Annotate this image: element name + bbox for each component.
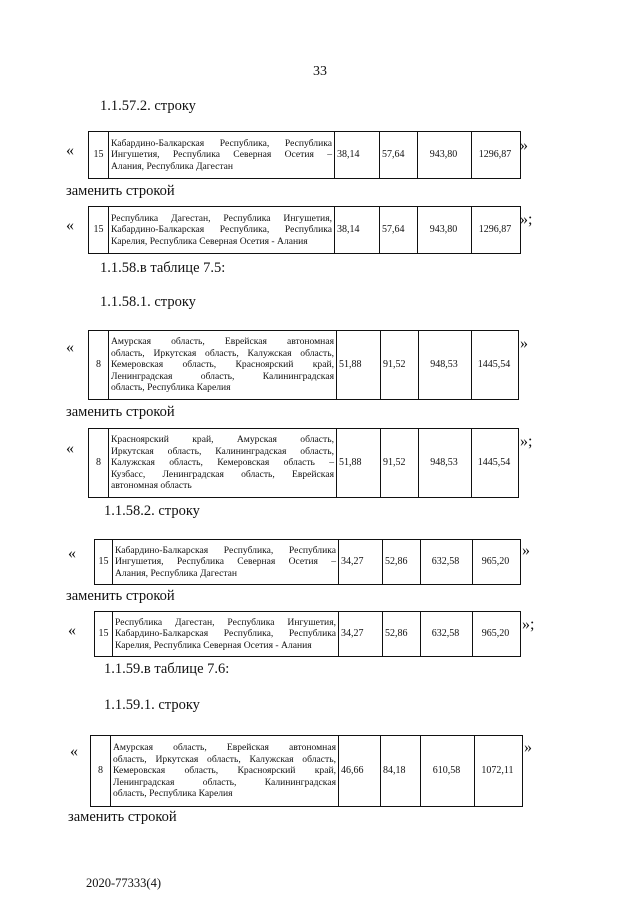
regions-line: Кабардино-Балкарская Республика, Республика xyxy=(115,628,336,640)
regions-line: Кемеровская область, Красноярский край, xyxy=(111,359,334,371)
close-quote: » xyxy=(522,542,530,559)
value-2-cell: 84,18 xyxy=(381,736,421,807)
row-number: 15 xyxy=(89,132,109,179)
regions-cell xyxy=(109,331,337,400)
close-quote: » xyxy=(520,335,528,352)
replace-with-row-label: заменить строкой xyxy=(66,183,175,199)
open-quote: « xyxy=(66,142,74,159)
row-number: 8 xyxy=(89,331,109,400)
regions-line: область, Иркутская область, Калужская область, xyxy=(111,347,334,359)
regions-line: Карелия, Республика Северная Осетия - Алания xyxy=(111,235,308,247)
value-3-cell: 948,53 xyxy=(419,429,472,498)
regions-line: Кабардино-Балкарская Республика, Республика xyxy=(111,224,332,236)
heading-1-1-59-1: 1.1.59.1. строку xyxy=(104,697,200,713)
value-2-cell: 52,86 xyxy=(383,540,421,585)
heading-1-1-57-2: 1.1.57.2. строку xyxy=(100,98,196,114)
value-1-cell: 51,88 xyxy=(337,331,381,400)
regions-cell xyxy=(113,612,339,657)
regions-cell xyxy=(109,207,335,254)
document-code: 2020-77333(4) xyxy=(86,876,161,890)
table-row xyxy=(94,611,521,657)
open-quote: « xyxy=(66,440,74,457)
heading-1-1-59: 1.1.59.в таблице 7.6: xyxy=(104,661,230,677)
value-3-cell: 610,58 xyxy=(421,736,475,807)
value-1-cell: 34,27 xyxy=(339,540,383,585)
value-3-cell: 632,58 xyxy=(421,612,473,657)
row-number: 15 xyxy=(95,612,113,657)
row-number: 8 xyxy=(89,429,109,498)
regions-line: область, Республика Карелия xyxy=(113,788,233,800)
value-4-cell: 1296,87 xyxy=(472,132,521,179)
table-row xyxy=(94,539,521,585)
regions-line: Алания, Республика Дагестан xyxy=(115,567,238,579)
value-3-cell: 943,80 xyxy=(418,132,472,179)
regions-line: Ингушетия, Республика Северная Осетия – xyxy=(115,556,336,568)
value-2-cell: 57,64 xyxy=(380,207,418,254)
regions-line: Ленинградская область, Калининградская xyxy=(113,776,336,788)
regions-line: Республика Дагестан, Республика Ингушетия, xyxy=(111,212,332,224)
regions-line: автономная область xyxy=(111,480,192,492)
table-row xyxy=(90,735,523,807)
regions-line: Иркутская область, Калининградская область, xyxy=(111,445,334,457)
close-quote-semicolon: »; xyxy=(520,433,533,450)
table-row xyxy=(88,206,521,254)
open-quote: « xyxy=(68,622,76,639)
table-row xyxy=(88,131,521,179)
regions-line: Кузбасс, Ленинградская область, Еврейская xyxy=(111,468,334,480)
regions-line: Алания, Республика Дагестан xyxy=(111,160,234,172)
regions-line: Калужская область, Кемеровская область – xyxy=(111,457,334,469)
value-3-cell: 632,58 xyxy=(421,540,473,585)
regions-line: Амурская область, Еврейская автономная xyxy=(113,742,336,754)
value-2-cell: 91,52 xyxy=(381,331,419,400)
value-1-cell: 34,27 xyxy=(339,612,383,657)
open-quote: « xyxy=(66,217,74,234)
value-4-cell: 965,20 xyxy=(473,540,521,585)
value-1-cell: 46,66 xyxy=(339,736,381,807)
open-quote: « xyxy=(66,339,74,356)
regions-cell xyxy=(113,540,339,585)
regions-cell xyxy=(111,736,339,807)
value-4-cell: 1445,54 xyxy=(472,429,519,498)
regions-line: Ленинградская область, Калининградская xyxy=(111,370,334,382)
close-quote-semicolon: »; xyxy=(522,616,535,633)
regions-line: Кабардино-Балкарская Республика, Республика xyxy=(111,137,332,149)
value-4-cell: 965,20 xyxy=(473,612,521,657)
row-number: 8 xyxy=(91,736,111,807)
open-quote: « xyxy=(70,743,78,760)
heading-1-1-58-2: 1.1.58.2. строку xyxy=(104,503,200,519)
value-2-cell: 91,52 xyxy=(381,429,419,498)
value-3-cell: 943,80 xyxy=(418,207,472,254)
value-2-cell: 57,64 xyxy=(380,132,418,179)
regions-cell xyxy=(109,429,337,498)
value-4-cell: 1445,54 xyxy=(472,331,519,400)
table-row xyxy=(88,330,519,400)
regions-cell xyxy=(109,132,335,179)
regions-line: Ингушетия, Республика Северная Осетия – xyxy=(111,149,332,161)
page-number: 33 xyxy=(313,64,327,79)
close-quote-semicolon: »; xyxy=(520,211,533,228)
replace-with-row-label: заменить строкой xyxy=(66,404,175,420)
value-2-cell: 52,86 xyxy=(383,612,421,657)
row-number: 15 xyxy=(89,207,109,254)
heading-1-1-58-1: 1.1.58.1. строку xyxy=(100,294,196,310)
table-row xyxy=(88,428,519,498)
regions-line: Красноярский край, Амурская область, xyxy=(111,434,334,446)
regions-line: Кабардино-Балкарская Республика, Республика xyxy=(115,544,336,556)
replace-with-row-label: заменить строкой xyxy=(66,588,175,604)
row-number: 15 xyxy=(95,540,113,585)
value-4-cell: 1072,11 xyxy=(475,736,523,807)
regions-line: Амурская область, Еврейская автономная xyxy=(111,336,334,348)
value-3-cell: 948,53 xyxy=(419,331,472,400)
value-1-cell: 51,88 xyxy=(337,429,381,498)
close-quote: » xyxy=(520,137,528,154)
value-1-cell: 38,14 xyxy=(335,207,380,254)
close-quote: » xyxy=(524,739,532,756)
regions-line: Карелия, Республика Северная Осетия - Алания xyxy=(115,639,312,651)
value-4-cell: 1296,87 xyxy=(472,207,521,254)
regions-line: Кемеровская область, Красноярский край, xyxy=(113,765,336,777)
heading-1-1-58: 1.1.58.в таблице 7.5: xyxy=(100,260,226,276)
regions-line: Республика Дагестан, Республика Ингушетия, xyxy=(115,616,336,628)
value-1-cell: 38,14 xyxy=(335,132,380,179)
replace-with-row-label: заменить строкой xyxy=(68,809,177,825)
regions-line: область, Республика Карелия xyxy=(111,382,231,394)
regions-line: область, Иркутская область, Калужская область, xyxy=(113,753,336,765)
open-quote: « xyxy=(68,545,76,562)
